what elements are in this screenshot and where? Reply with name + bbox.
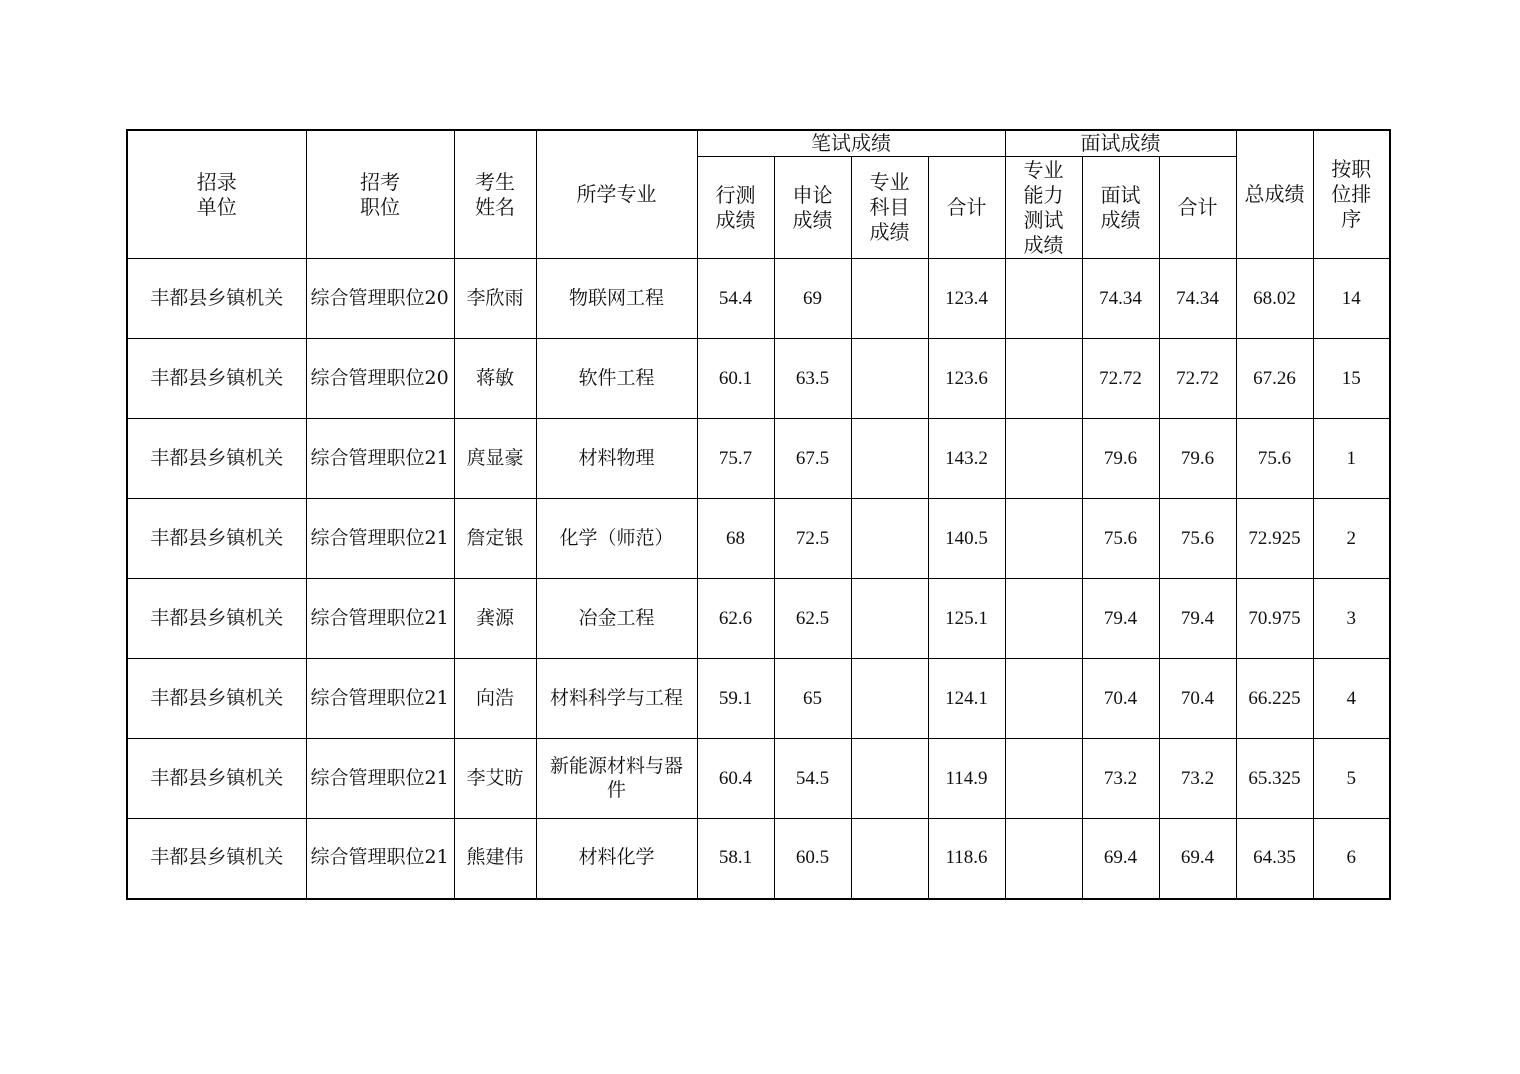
- cell-name: 李欣雨: [454, 259, 536, 339]
- cell-rank: 1: [1313, 419, 1390, 499]
- cell-shenlun: 62.5: [774, 579, 851, 659]
- cell-written-total: 125.1: [928, 579, 1005, 659]
- cell-unit: 丰都县乡镇机关: [127, 259, 306, 339]
- cell-rank: 14: [1313, 259, 1390, 339]
- cell-rank: 2: [1313, 499, 1390, 579]
- cell-interview-score: 79.4: [1082, 579, 1159, 659]
- table-row: [127, 339, 1390, 419]
- cell-total: 64.35: [1236, 819, 1313, 899]
- cell-unit: 丰都县乡镇机关: [127, 659, 306, 739]
- cell-written-total: 123.4: [928, 259, 1005, 339]
- cell-interview-total: 72.72: [1159, 339, 1236, 419]
- cell-name: 向浩: [454, 659, 536, 739]
- cell-unit: 丰都县乡镇机关: [127, 339, 306, 419]
- cell-xingce: 54.4: [697, 259, 774, 339]
- cell-major: 材料物理: [536, 419, 697, 499]
- cell-total: 66.225: [1236, 659, 1313, 739]
- cell-interview-score: 73.2: [1082, 739, 1159, 819]
- cell-shenlun: 72.5: [774, 499, 851, 579]
- header-ability-test: 专业 能力 测试 成绩: [1005, 157, 1082, 259]
- cell-interview-score: 74.34: [1082, 259, 1159, 339]
- table-row: [127, 259, 1390, 339]
- header-unit: 招录 单位: [127, 130, 306, 259]
- table-row: [127, 419, 1390, 499]
- cell-major: 化学（师范）: [536, 499, 697, 579]
- cell-unit: 丰都县乡镇机关: [127, 499, 306, 579]
- cell-xingce: 59.1: [697, 659, 774, 739]
- cell-interview-score: 69.4: [1082, 819, 1159, 899]
- cell-interview-total: 69.4: [1159, 819, 1236, 899]
- cell-written-total: 123.6: [928, 339, 1005, 419]
- cell-total: 70.975: [1236, 579, 1313, 659]
- header-interview-total: 合计: [1159, 157, 1236, 259]
- cell-name: 龚源: [454, 579, 536, 659]
- cell-position: 综合管理职位21: [306, 419, 454, 499]
- cell-major: 新能源材料与器件: [536, 739, 697, 819]
- cell-xingce: 75.7: [697, 419, 774, 499]
- cell-ability-test: [1005, 659, 1082, 739]
- header-interview-group: 面试成绩: [1005, 130, 1236, 157]
- cell-ability-test: [1005, 739, 1082, 819]
- cell-position: 综合管理职位20: [306, 339, 454, 419]
- header-written-group: 笔试成绩: [697, 130, 1005, 157]
- cell-interview-total: 74.34: [1159, 259, 1236, 339]
- cell-interview-total: 75.6: [1159, 499, 1236, 579]
- cell-major: 材料科学与工程: [536, 659, 697, 739]
- header-major: 所学专业: [536, 130, 697, 259]
- cell-xingce: 62.6: [697, 579, 774, 659]
- cell-major: 冶金工程: [536, 579, 697, 659]
- cell-zhuanye-kemu: [851, 499, 928, 579]
- cell-written-total: 114.9: [928, 739, 1005, 819]
- cell-ability-test: [1005, 259, 1082, 339]
- cell-total: 68.02: [1236, 259, 1313, 339]
- header-position: 招考 职位: [306, 130, 454, 259]
- cell-written-total: 140.5: [928, 499, 1005, 579]
- cell-rank: 6: [1313, 819, 1390, 899]
- header-shenlun: 申论 成绩: [774, 157, 851, 259]
- cell-zhuanye-kemu: [851, 339, 928, 419]
- cell-position: 综合管理职位21: [306, 659, 454, 739]
- cell-total: 72.925: [1236, 499, 1313, 579]
- cell-xingce: 58.1: [697, 819, 774, 899]
- table-row: [127, 579, 1390, 659]
- cell-xingce: 60.1: [697, 339, 774, 419]
- cell-zhuanye-kemu: [851, 739, 928, 819]
- table-header: [127, 130, 1390, 259]
- header-rank: 按职 位排 序: [1313, 130, 1390, 259]
- cell-position: 综合管理职位21: [306, 579, 454, 659]
- cell-position: 综合管理职位21: [306, 499, 454, 579]
- cell-zhuanye-kemu: [851, 819, 928, 899]
- cell-position: 综合管理职位20: [306, 259, 454, 339]
- cell-shenlun: 65: [774, 659, 851, 739]
- cell-rank: 3: [1313, 579, 1390, 659]
- score-sheet: [126, 129, 1391, 900]
- cell-rank: 5: [1313, 739, 1390, 819]
- cell-name: 詹定银: [454, 499, 536, 579]
- header-written-total: 合计: [928, 157, 1005, 259]
- cell-name: 李艾昉: [454, 739, 536, 819]
- cell-ability-test: [1005, 339, 1082, 419]
- cell-position: 综合管理职位21: [306, 739, 454, 819]
- header-xingce: 行测 成绩: [697, 157, 774, 259]
- cell-total: 65.325: [1236, 739, 1313, 819]
- cell-ability-test: [1005, 499, 1082, 579]
- cell-written-total: 124.1: [928, 659, 1005, 739]
- cell-interview-total: 73.2: [1159, 739, 1236, 819]
- cell-rank: 15: [1313, 339, 1390, 419]
- cell-major: 物联网工程: [536, 259, 697, 339]
- cell-unit: 丰都县乡镇机关: [127, 419, 306, 499]
- cell-interview-score: 70.4: [1082, 659, 1159, 739]
- cell-interview-score: 75.6: [1082, 499, 1159, 579]
- cell-unit: 丰都县乡镇机关: [127, 739, 306, 819]
- cell-rank: 4: [1313, 659, 1390, 739]
- score-table: [126, 129, 1391, 900]
- cell-zhuanye-kemu: [851, 419, 928, 499]
- cell-total: 75.6: [1236, 419, 1313, 499]
- cell-shenlun: 69: [774, 259, 851, 339]
- cell-interview-total: 70.4: [1159, 659, 1236, 739]
- table-row: [127, 739, 1390, 819]
- table-body: [127, 259, 1390, 899]
- header-interview-score: 面试 成绩: [1082, 157, 1159, 259]
- cell-xingce: 60.4: [697, 739, 774, 819]
- table-row: [127, 819, 1390, 899]
- cell-major: 软件工程: [536, 339, 697, 419]
- header-zhuanye-kemu: 专业 科目 成绩: [851, 157, 928, 259]
- cell-name: 蒋敏: [454, 339, 536, 419]
- cell-name: 庹显豪: [454, 419, 536, 499]
- table-row: [127, 659, 1390, 739]
- cell-interview-score: 79.6: [1082, 419, 1159, 499]
- cell-ability-test: [1005, 419, 1082, 499]
- cell-written-total: 143.2: [928, 419, 1005, 499]
- cell-shenlun: 63.5: [774, 339, 851, 419]
- cell-shenlun: 60.5: [774, 819, 851, 899]
- cell-written-total: 118.6: [928, 819, 1005, 899]
- cell-zhuanye-kemu: [851, 579, 928, 659]
- cell-zhuanye-kemu: [851, 259, 928, 339]
- cell-major: 材料化学: [536, 819, 697, 899]
- cell-ability-test: [1005, 579, 1082, 659]
- cell-unit: 丰都县乡镇机关: [127, 579, 306, 659]
- cell-shenlun: 54.5: [774, 739, 851, 819]
- table-row: [127, 499, 1390, 579]
- header-total: 总成绩: [1236, 130, 1313, 259]
- cell-shenlun: 67.5: [774, 419, 851, 499]
- cell-interview-score: 72.72: [1082, 339, 1159, 419]
- cell-xingce: 68: [697, 499, 774, 579]
- cell-total: 67.26: [1236, 339, 1313, 419]
- cell-position: 综合管理职位21: [306, 819, 454, 899]
- cell-interview-total: 79.6: [1159, 419, 1236, 499]
- cell-unit: 丰都县乡镇机关: [127, 819, 306, 899]
- cell-ability-test: [1005, 819, 1082, 899]
- cell-zhuanye-kemu: [851, 659, 928, 739]
- header-name: 考生 姓名: [454, 130, 536, 259]
- cell-name: 熊建伟: [454, 819, 536, 899]
- cell-interview-total: 79.4: [1159, 579, 1236, 659]
